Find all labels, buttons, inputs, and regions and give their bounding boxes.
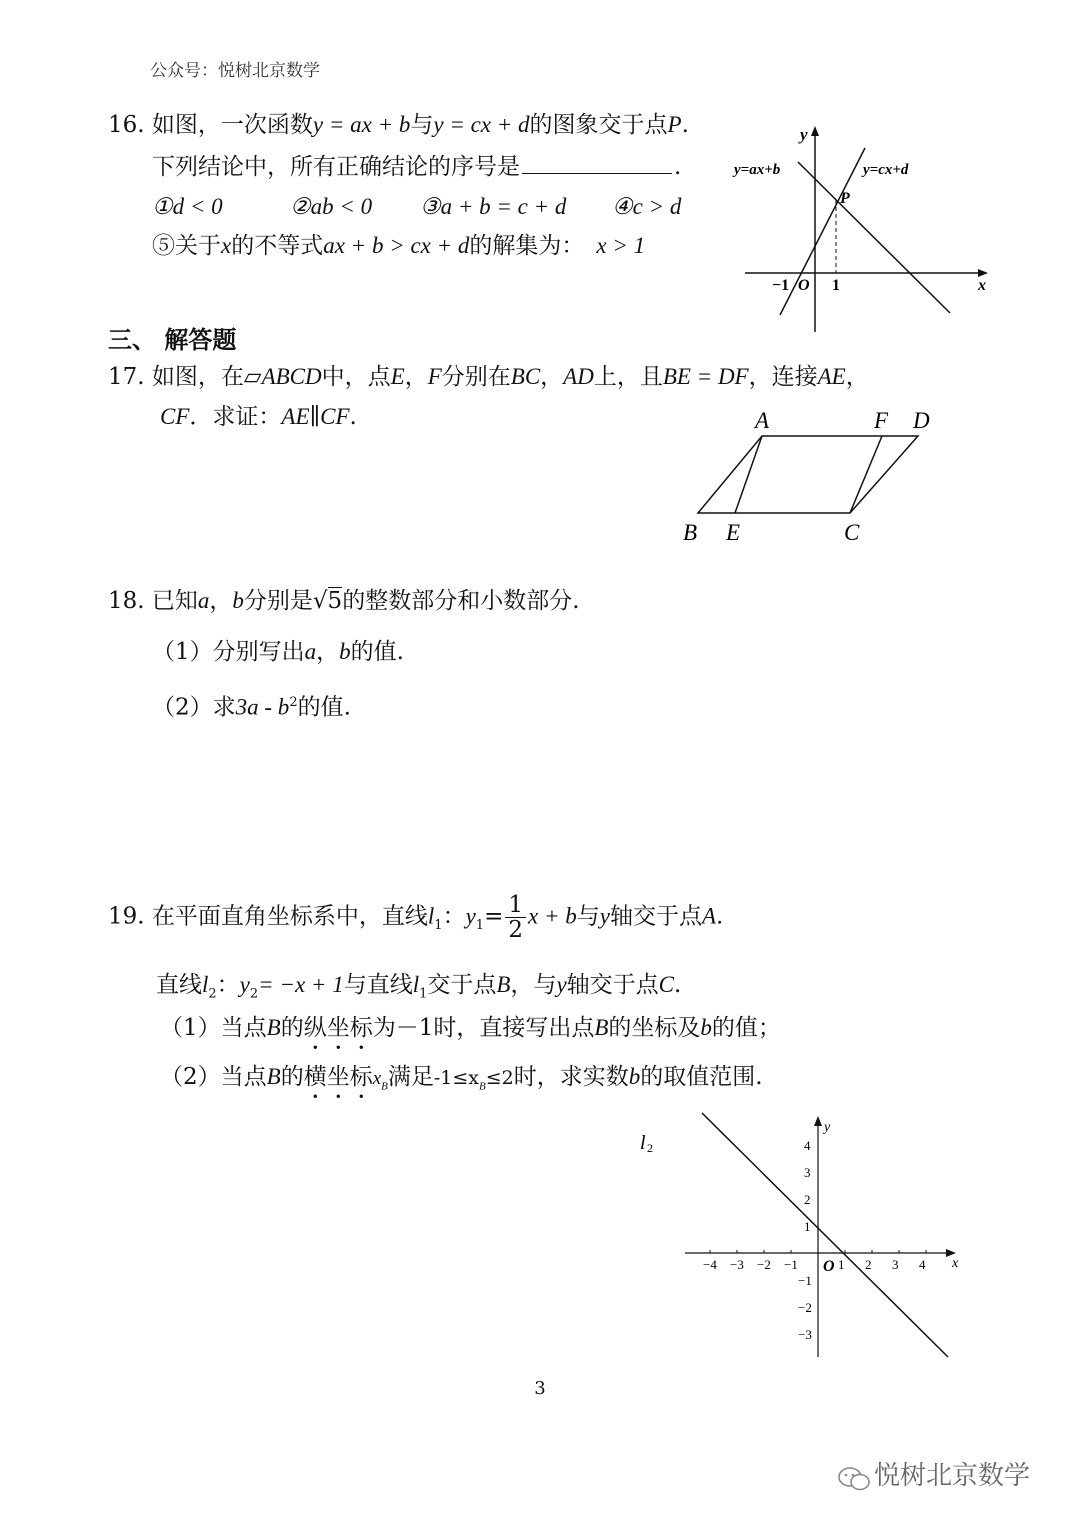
q18-p2-b: 的值. bbox=[297, 694, 351, 721]
x-tick-label: −2 bbox=[757, 1257, 771, 1272]
vertex-c: C bbox=[844, 520, 860, 545]
q19-l2: l bbox=[202, 972, 209, 997]
fig19-origin: O bbox=[823, 1258, 835, 1275]
q18-sep: ， bbox=[209, 588, 233, 614]
l2-label-sub: 2 bbox=[647, 1141, 653, 1155]
answer-blank bbox=[522, 151, 672, 174]
q19-p2-b-lower: b bbox=[628, 1064, 641, 1089]
q19-equals: = bbox=[484, 903, 504, 930]
l2-label: l bbox=[640, 1132, 646, 1154]
q19-y-axis-2: y bbox=[556, 972, 567, 997]
q16-option-4: ④c > d bbox=[612, 194, 682, 219]
y-ticks bbox=[798, 1138, 812, 1342]
q17-line2 bbox=[160, 402, 357, 432]
q19-y1-sub: 1 bbox=[475, 918, 485, 934]
q16-option-5 bbox=[152, 231, 645, 261]
q18-a: a bbox=[197, 588, 210, 613]
q19-l2-sub: 2 bbox=[208, 986, 217, 1002]
q19-colon: ： bbox=[442, 903, 466, 930]
q19-line2-label: 直线 bbox=[156, 972, 202, 998]
q19-y2-sub: 2 bbox=[249, 986, 259, 1002]
q18-b: b bbox=[232, 588, 244, 613]
y-tick-label: −1 bbox=[798, 1273, 812, 1288]
q19-l1: l bbox=[427, 903, 435, 929]
q19-text-b: 与 bbox=[576, 903, 600, 930]
q16-number: 16. bbox=[108, 112, 145, 138]
q18-line1 bbox=[108, 586, 580, 616]
q19-period: . bbox=[716, 903, 724, 930]
q18-part1 bbox=[152, 637, 404, 667]
q19-p1-c: 的坐标及 bbox=[608, 1015, 701, 1041]
vertex-f: F bbox=[874, 408, 889, 433]
x-tick-label: 4 bbox=[919, 1257, 926, 1272]
q18-p1-sep: ， bbox=[316, 639, 340, 665]
q19-part2 bbox=[160, 1062, 763, 1104]
q17-ad: AD bbox=[563, 364, 594, 389]
q19-p2-d: 的取值范围. bbox=[640, 1064, 763, 1090]
q19-p2-b: 满足 bbox=[387, 1064, 434, 1090]
x-tick-label: −4 bbox=[703, 1257, 717, 1272]
q18-text-b: 分别是 bbox=[243, 588, 313, 614]
q16-formula-1: y = ax + b bbox=[312, 112, 411, 137]
q18-p2-a: （2）求 bbox=[152, 694, 236, 721]
line-ax-plus-b bbox=[798, 162, 950, 313]
sqrt-number: 5 bbox=[327, 588, 343, 614]
q16-option-3: ③a + b = c + d bbox=[420, 194, 567, 219]
q18-text-c: 的整数部分和小数部分. bbox=[342, 588, 580, 614]
q19-p1-a: （1）当点 bbox=[160, 1015, 267, 1041]
q19-p2-de: 的 bbox=[280, 1064, 304, 1090]
q16-figure bbox=[730, 120, 1000, 335]
q19-point-c: C bbox=[658, 972, 674, 997]
q17-equation: BE = DF bbox=[662, 364, 749, 389]
q19-xb-sub: B bbox=[381, 1080, 388, 1093]
q19-number: 19. bbox=[108, 903, 145, 930]
q16-opt5-solution: x > 1 bbox=[596, 233, 646, 258]
x-tick-label: −3 bbox=[730, 1257, 744, 1272]
q18-p1-b: 的值. bbox=[350, 639, 404, 665]
q19-p2-emphasis: 横坐标 bbox=[303, 1064, 373, 1090]
x-tick-label: 1 bbox=[838, 1257, 845, 1272]
q19-p2-a: （2）当点 bbox=[160, 1064, 267, 1090]
q16-question: 下列结论中，所有正确结论的序号是 bbox=[152, 154, 520, 180]
q17-claim: AE∥CF bbox=[281, 404, 350, 429]
q18-p1-a: （1）分别写出 bbox=[152, 639, 305, 665]
label-ax-plus-b: y=ax+b bbox=[734, 162, 781, 178]
q19-text-g: 轴交于点 bbox=[566, 972, 659, 998]
q19-figure bbox=[630, 1105, 980, 1365]
label-p: P bbox=[840, 190, 850, 207]
q18-p2-expr: 3a - b bbox=[235, 694, 290, 720]
q16-opt5-a: ⑤关于 bbox=[152, 233, 221, 259]
x-tick-label: 2 bbox=[865, 1257, 872, 1272]
q16-text-c: 的图象交于点 bbox=[529, 112, 668, 138]
q17-comma-3: ， bbox=[845, 364, 869, 390]
section-title: 三、 解答题 bbox=[108, 326, 237, 354]
q19-text-e: 交于点 bbox=[427, 972, 497, 998]
q17-text-d: 上，且 bbox=[593, 364, 663, 390]
vertex-e: E bbox=[726, 520, 741, 545]
tick-1: 1 bbox=[832, 277, 840, 294]
x-tick-label: −1 bbox=[784, 1257, 798, 1272]
q17-figure bbox=[675, 400, 945, 550]
q17-text-b: 中，点 bbox=[321, 364, 391, 390]
y-axis-arrow bbox=[814, 1116, 822, 1126]
q19-text-f: ，与 bbox=[510, 972, 557, 998]
vertex-d: D bbox=[913, 408, 930, 433]
q19-colon-2: ： bbox=[216, 972, 240, 998]
q17-prove: ．求证： bbox=[189, 404, 282, 430]
q16-option-1: ①d < 0 bbox=[152, 194, 223, 219]
q16-line2 bbox=[152, 151, 681, 182]
q19-y2: y bbox=[239, 972, 250, 997]
q19-l1-sub: 1 bbox=[434, 918, 443, 934]
fig19-y-label: y bbox=[824, 1120, 831, 1135]
y-tick-label: 3 bbox=[804, 1165, 811, 1180]
q19-le2: ≤2 bbox=[485, 1067, 514, 1089]
q19-p2-c: 时，求实数 bbox=[513, 1064, 629, 1090]
q19-l2-eq: = −x + 1 bbox=[258, 972, 344, 997]
y-axis-arrow bbox=[811, 126, 819, 136]
line-l2 bbox=[702, 1113, 948, 1357]
q19-p1-emphasis: 纵坐标 bbox=[303, 1015, 373, 1041]
y-tick-label: −3 bbox=[798, 1327, 812, 1342]
q19-range: -1≤x bbox=[433, 1067, 480, 1089]
q17-bc: BC bbox=[510, 364, 541, 389]
q16-opt5-c: 的解集为： bbox=[469, 233, 585, 259]
q16-text-b: 与 bbox=[410, 112, 434, 138]
q19-y-axis: y bbox=[599, 903, 610, 929]
watermark bbox=[838, 1455, 1030, 1492]
q19-p2-b-var: B bbox=[266, 1064, 281, 1089]
origin-label: O bbox=[798, 277, 810, 294]
q18-p1-var-a: a bbox=[304, 639, 317, 664]
q19-p1-b-var: B bbox=[266, 1015, 281, 1040]
q17-text-c: 分别在 bbox=[441, 364, 511, 390]
fig19-x-label: x bbox=[952, 1256, 959, 1271]
wechat-icon-svg bbox=[838, 1466, 872, 1492]
q19-fraction bbox=[505, 893, 526, 942]
q16-text-a: 如图，一次函数 bbox=[151, 112, 313, 138]
y-tick-label: 1 bbox=[804, 1219, 811, 1234]
vertex-b: B bbox=[683, 520, 698, 545]
q19-l1-ref-sub: 1 bbox=[419, 986, 428, 1002]
q16-point-p: P bbox=[667, 112, 682, 137]
sqrt-sign: √ bbox=[312, 588, 328, 614]
q19-range-sub: B bbox=[479, 1080, 486, 1093]
q19-l1-ref: l bbox=[412, 972, 420, 997]
q19-text-a: 在平面直角坐标系中，直线 bbox=[151, 903, 428, 930]
header-text: 公众号：悦树北京数学 bbox=[150, 61, 320, 81]
q19-p1-de: 的 bbox=[280, 1015, 304, 1041]
watermark-text: 悦树北京数学 bbox=[874, 1461, 1031, 1491]
q19-line1 bbox=[108, 893, 723, 942]
q16-formula-2: y = cx + d bbox=[433, 112, 530, 137]
q19-line2 bbox=[156, 970, 681, 1010]
q19-y1: y bbox=[465, 903, 476, 929]
segment-ae bbox=[735, 436, 762, 513]
vertex-a: A bbox=[755, 408, 770, 433]
y-tick-label: −2 bbox=[798, 1300, 812, 1315]
tick-neg1: −1 bbox=[772, 277, 790, 294]
fig16-x-label: x bbox=[978, 277, 986, 294]
q17-line1 bbox=[108, 362, 869, 392]
q17-period: . bbox=[349, 404, 357, 430]
parallelogram bbox=[698, 436, 918, 513]
q19-p1-b: 为－1时，直接写出点 bbox=[372, 1015, 595, 1041]
frac-denominator: 2 bbox=[508, 917, 523, 943]
q18-part2 bbox=[152, 688, 351, 723]
wechat-icon bbox=[838, 1466, 868, 1488]
q19-text-d: 与直线 bbox=[343, 972, 413, 998]
q17-comma: ， bbox=[404, 364, 428, 390]
q19-point-a: A bbox=[701, 903, 716, 929]
q17-text-e: ，连接 bbox=[748, 364, 818, 390]
y-tick-label: 2 bbox=[804, 1192, 811, 1207]
q19-text-c: 轴交于点 bbox=[609, 903, 702, 930]
q18-number: 18. bbox=[108, 588, 145, 614]
q17-ae: AE bbox=[817, 364, 846, 389]
q16-opt5-ineq: ax + b > cx + d bbox=[323, 233, 470, 258]
q17-f: F bbox=[427, 364, 442, 389]
q16-line1 bbox=[108, 110, 689, 140]
x-tick-label: 3 bbox=[892, 1257, 899, 1272]
x-axis-arrow bbox=[978, 269, 988, 277]
q16-option-2: ②ab < 0 bbox=[290, 194, 373, 219]
page-number: 3 bbox=[534, 1378, 546, 1399]
q16-period: . bbox=[681, 112, 689, 138]
q19-p1-d: 的值； bbox=[711, 1015, 781, 1041]
q19-p1-b-lower: b bbox=[700, 1015, 712, 1040]
q16-opt5-x: x bbox=[221, 233, 232, 258]
q19-point-b: B bbox=[496, 972, 511, 997]
line-cx-plus-d bbox=[780, 148, 865, 315]
q18-text-a: 已知 bbox=[151, 588, 198, 614]
q17-text-a: 如图，在 bbox=[151, 364, 244, 390]
y-tick-label: 4 bbox=[804, 1138, 811, 1153]
segment-cf bbox=[850, 436, 882, 513]
q16-period-2: . bbox=[674, 154, 682, 180]
fig16-y-label: y bbox=[800, 125, 808, 144]
q19-xb: x bbox=[372, 1068, 382, 1089]
q18-p2-exponent: 2 bbox=[289, 695, 298, 710]
q19-period-2: . bbox=[674, 972, 682, 998]
q17-parallelogram: ▱ABCD bbox=[243, 364, 322, 389]
q17-cf: CF bbox=[160, 404, 190, 429]
q17-comma-2: ， bbox=[540, 364, 564, 390]
label-cx-plus-d: y=cx+d bbox=[863, 162, 909, 178]
q19-p1-b-var-2: B bbox=[594, 1015, 609, 1040]
q19-x-plus-b: x + b bbox=[527, 903, 577, 929]
frac-numerator: 1 bbox=[505, 893, 526, 918]
q16-opt5-b: 的不等式 bbox=[231, 233, 324, 259]
q17-e: E bbox=[390, 364, 405, 389]
q19-part1 bbox=[160, 1013, 781, 1055]
q17-number: 17. bbox=[108, 364, 145, 390]
q18-p1-var-b: b bbox=[339, 639, 351, 664]
